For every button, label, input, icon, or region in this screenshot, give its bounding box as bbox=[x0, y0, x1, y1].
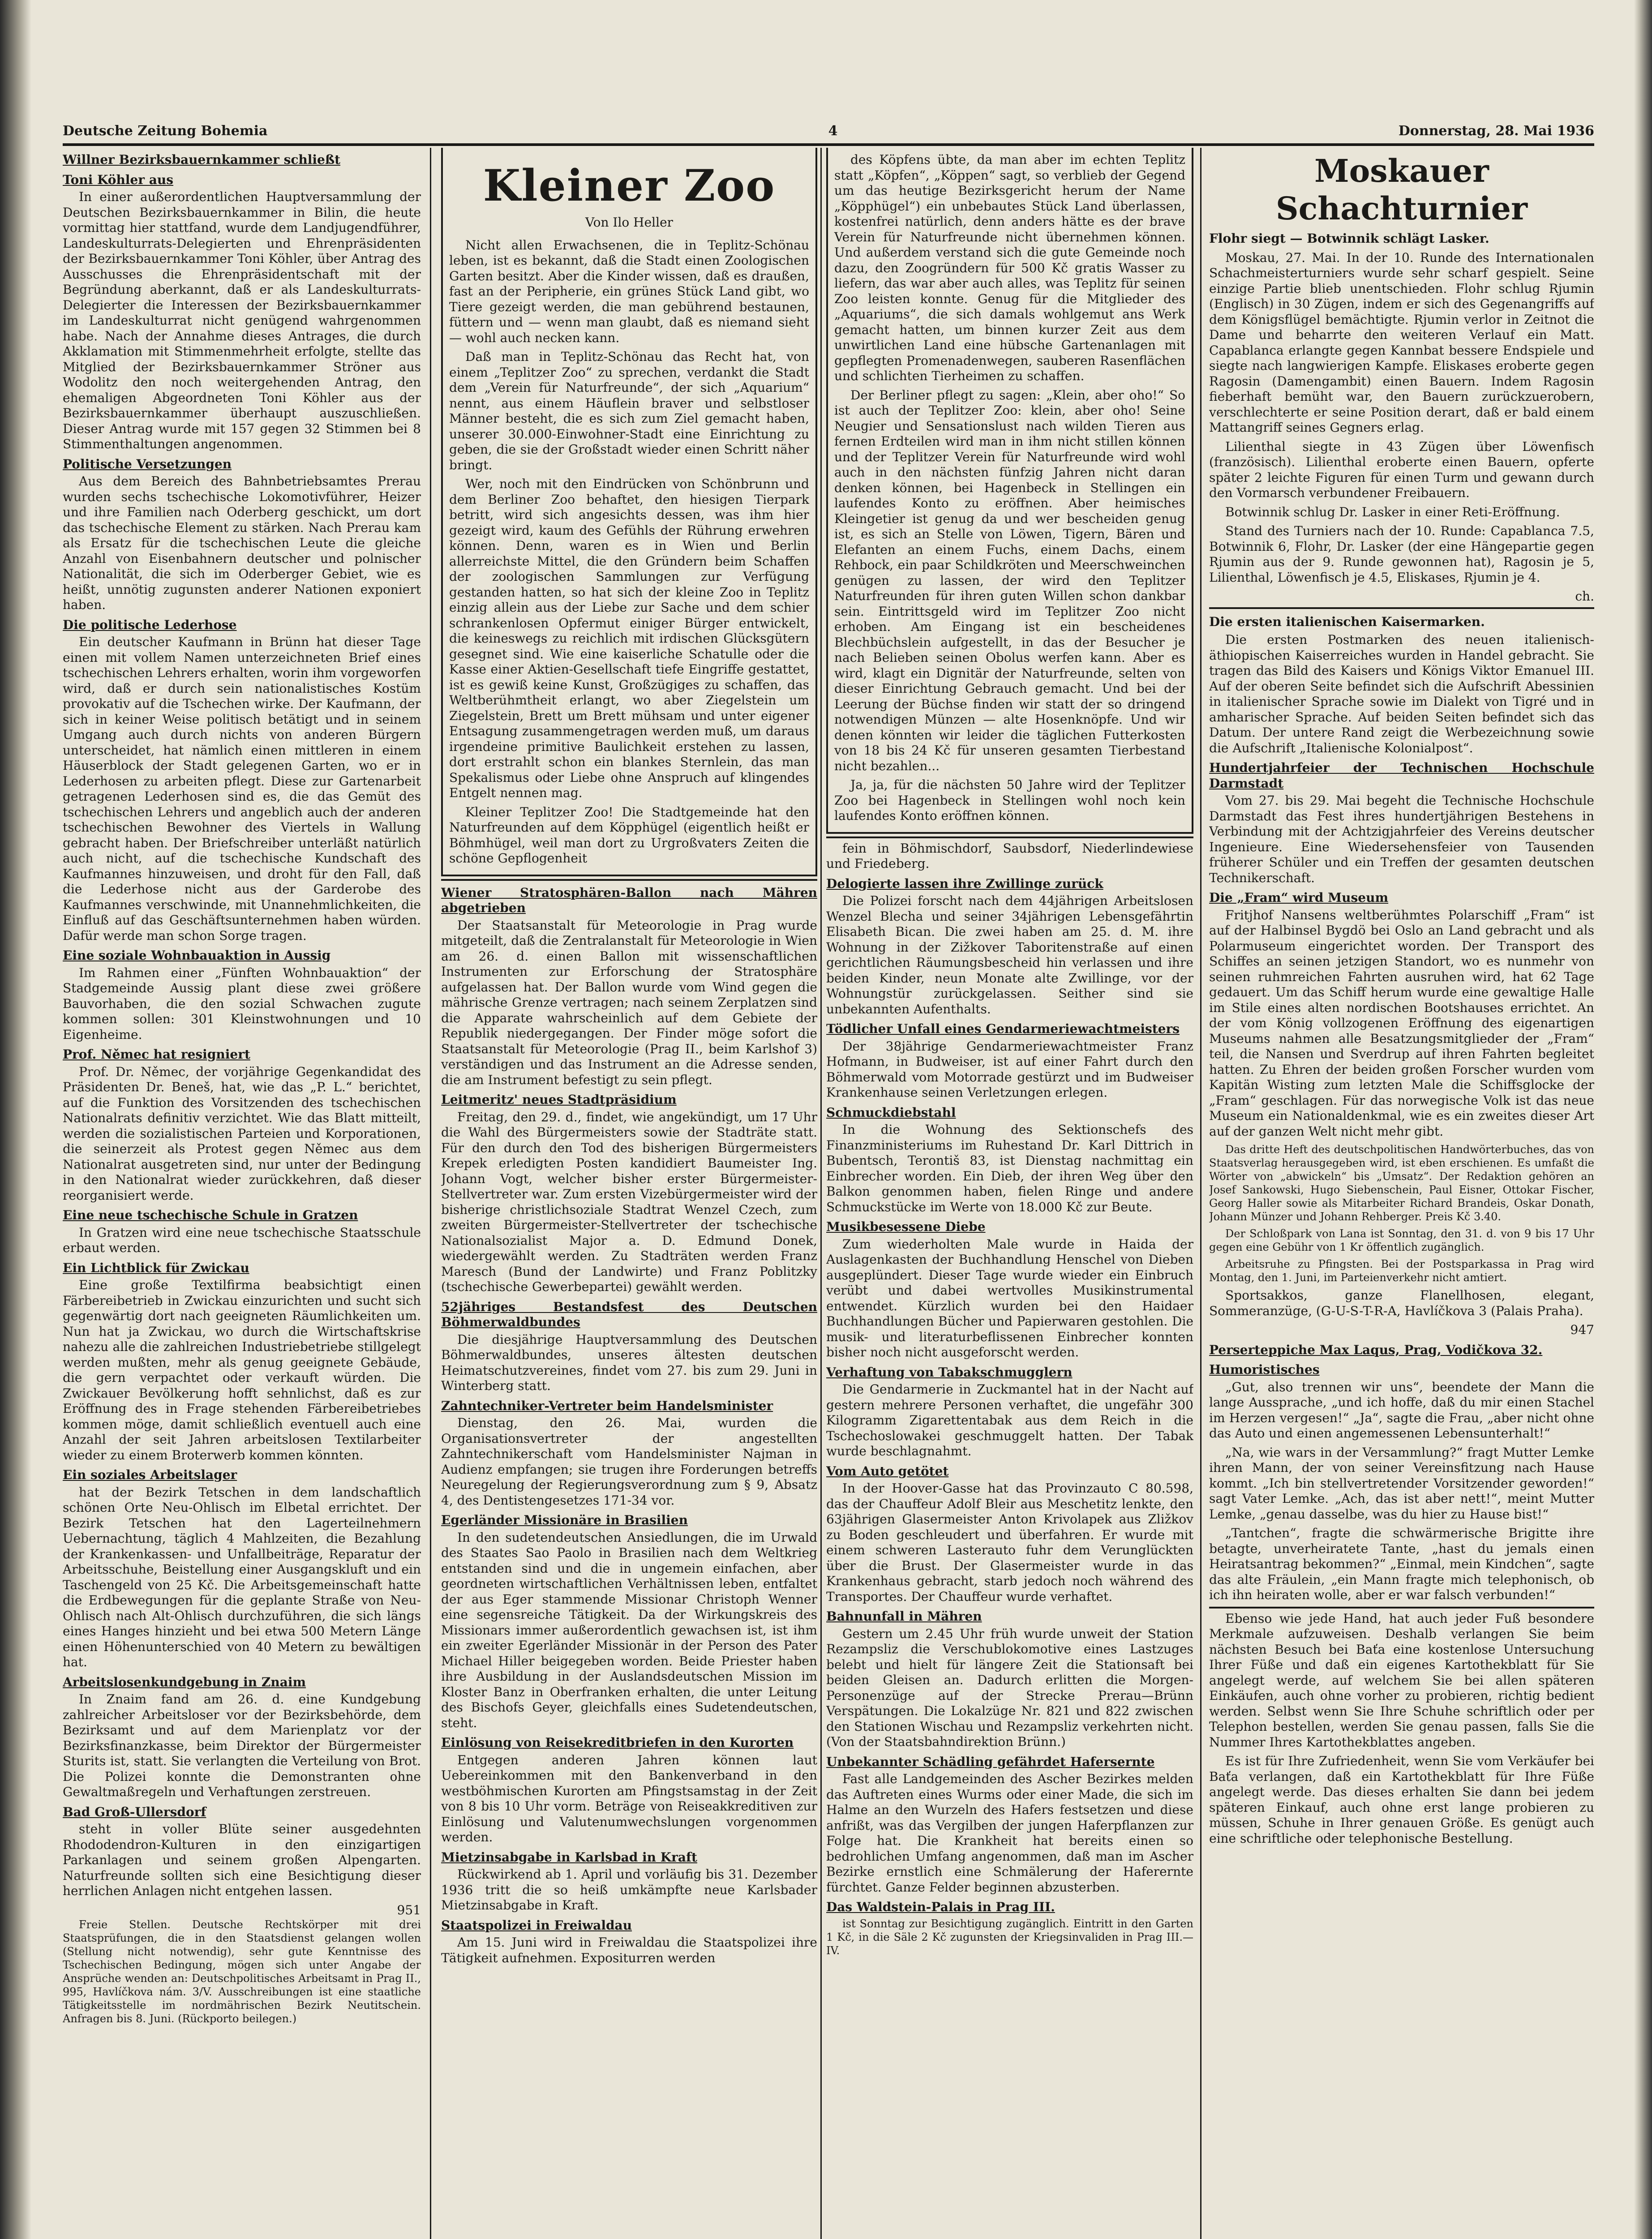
column-divider bbox=[820, 148, 822, 2239]
ad-text: Ebenso wie jede Hand, hat auch jeder Fuß besondere Merkmale aufzuweisen. Deshalb verlangen Sie beim nächsten Besuch bei Baťa eine kostenlose Untersuchung Ihrer Füße und daß ein eigenes Kartothekblatt für Sie angelegt werde, auf welchem Sie bei allen späteren Einkäufen, auch ohne vorher zu probieren, richtig bedient werden. Selbst wenn Sie Ihre Schuhe schriftlich oder per Telephon bestellen, werden Sie genau passen, falls Sie die Nummer Ihres Kartothekblattes angeben. bbox=[1209, 1611, 1594, 1750]
article-text: steht in voller Blüte seiner ausgedehnten Rhododendron-Kulturen in den einzigartigen Parkanlagen und seinem großen Alpengarten. Naturfreunde sollten sich eine Besichtigung dieser herrlichen Anlagen nicht entgehen lassen. bbox=[63, 1822, 421, 1898]
ad-text: Sportsakkos, ganze Flanellhosen, elegant, Sommeranzüge, (G-U-S-T-R-A, Havlíčkova 3 (Palais Praha). bbox=[1209, 1288, 1594, 1318]
ad-number: 947 bbox=[1570, 1322, 1594, 1337]
article-text: In der Hoover-Gasse hat das Provinzauto C 80.598, das der Chauffeur Adolf Bleir aus Meschetitz lenkte, den 63jährigen Glasermeister Anton Krivolapek aus Zližkov zu Boden geschleudert und überfahren. Er wurde mit einem schweren Lasterauto fuhr dem Verunglückten über die Brust. Der Glasermeister wurde in das Krankenhaus gebracht, starb jedoch noch während des Transportes. Der Chauffeur wurde verhaftet. bbox=[826, 1481, 1193, 1604]
headline: Einlösung von Reisekreditbriefen in den Kurorten bbox=[441, 1735, 794, 1750]
article-text: Nicht allen Erwachsenen, die in Teplitz-Schönau leben, ist es bekannt, daß die Stadt einen Zoologischen Garten besitzt. Aber die Kinder wissen, daß es draußen, fast an der Peripherie, ein grünes Stück Land gibt, wo Tiere gezeigt werden, die man gebührend bestaunen, füttern und — wenn man glaubt, daß es niemand sieht — wohl auch necken kann. bbox=[449, 237, 809, 345]
article-text: Moskau, 27. Mai. In der 10. Runde des Internationalen Schachmeisterturniers wurde sehr scharf gespielt. Seine einzige Partie blieb unentschieden. Flohr schlug Rjumin (Englisch) in 30 Zügen, indem er sich des Gegenangriffs auf dem Königsflügel bemächtigte. Rjumin verlor in Zeitnot die Dame und beharrte den weiteren Verlauf ein Matt. Capablanca erlangte gegen Kannbat bessere Endspiele und siegte nach langwierigen Kampfe. Eliskases eroberte gegen Ragosin (Damengambit) einen Bauern. Indem Ragosin fieberhaft bemüht war, den Bauern zurückzuerobern, verschlechterte er seine Position derart, daß er bald einem Mattangriff seines Gegners erlag. bbox=[1209, 250, 1594, 435]
article-text: Lilienthal siegte in 43 Zügen über Löwenfisch (französisch). Lilienthal eroberte einen Bauern, opferte später 2 leichte Figuren für einen Turm und gewann durch den Vormarsch verbundener Freibauern. bbox=[1209, 439, 1594, 500]
column-4 bbox=[1209, 148, 1594, 2239]
article-text: In den sudetendeutschen Ansiedlungen, die im Urwald des Staates Sao Paolo in Brasilien nach dem Weltkrieg entstanden sind und die in ungemein einfachen, aber geordneten wirtschaftlichen Verhältnissen leben, entfaltet der aus Eger stammende Missionar Christoph Wenner eine segensreiche Tätigkeit. Da der Wirkungskreis des Missionars immer außerordentlich gewachsen ist, ist ihm ein zweiter Egerländer Missionär in der Person des Pater Michael Hiller beigegeben worden. Beide Priester haben ihre Ausbildung in der Auslandsdeutschen Mission im Kloster Banz in Oberfranken erhalten, die unter Leitung des Bischofs Geyer, gleichfalls eines Sudetendeutschen, steht. bbox=[441, 1530, 817, 1730]
article-text: In Gratzen wird eine neue tschechische Staatsschule erbaut werden. bbox=[63, 1225, 421, 1255]
headline: Schmuckdiebstahl bbox=[826, 1105, 956, 1120]
headline: Musikbesessene Diebe bbox=[826, 1219, 986, 1234]
headline: 52jähriges Bestandsfest des Deutschen Böhmerwaldbundes bbox=[441, 1299, 817, 1330]
article-text: Stand des Turniers nach der 10. Runde: Capablanca 7.5, Botwinnik 6, Flohr, Dr. Lasker (der eine Hängepartie gegen Rjumin aus der 9. Runde gewonnen hat), Ragosin je 5, Lilienthal, Löwenfisch je 4.5, Eliskases, Rjumin je 4. bbox=[1209, 523, 1594, 585]
article-text: fein in Böhmischdorf, Saubsdorf, Niederlindewiese und Friedeberg. bbox=[826, 841, 1193, 871]
author-mark: ch. bbox=[1575, 589, 1594, 604]
section-rule bbox=[826, 836, 1193, 838]
headline: Eine soziale Wohnbauaktion in Aussig bbox=[63, 948, 331, 963]
feature-title: Moskauer Schachturnier bbox=[1276, 152, 1528, 227]
headline: Ein soziales Arbeitslager bbox=[63, 1467, 237, 1482]
section-rule bbox=[1209, 1607, 1594, 1608]
headline: Bad Groß-Ullersdorf bbox=[63, 1804, 206, 1819]
article-text: Freitag, den 29. d., findet, wie angekündigt, um 17 Uhr die Wahl des Bürgermeisters sowie der Stadträte statt. Für den durch den Tod des bisherigen Bürgermeisters Krepek erledigten Posten kandidiert Baumeister Ing. Johann Vogt, welcher bisher erster Bürgermeister-Stellvertreter war. Zum ersten Vizebürgermeister wird der bisherige christlichsoziale Stadtrat Wenzel Czech, zum zweiten Bürgermeister-Stellvertreter der tschechische Nationalsozialist Major a. D. Edmund Donek, wiedergewählt werden. Zu Stadträten werden Franz Maresch (Bund der Landwirte) und Franz Poblitzky (tschechische Gewerbepartei) gewählt werden. bbox=[441, 1109, 817, 1294]
article-text: Der 38jährige Gendarmeriewachtmeister Franz Hofmann, in Budweiser, ist auf einer Fahrt durch den Böhmerwald vom Motorrade gestürzt und im Budweiser Krankenhause seinen Verletzungen erlegen. bbox=[826, 1038, 1193, 1100]
column-3 bbox=[826, 148, 1193, 2239]
classified-ad: Freie Stellen. Deutsche Rechtskörper mit drei Staatsprüfungen, die in den Staatsdienst gelangen wollen (Stellung nicht notwendig), sehr gute Kenntnisse des Tschechischen Bedingung, mögen sich unter Angabe der Ansprüche wenden an: Deutschpolitisches Arbeitsamt in Prag II., 995, Havlíčkova nám. 3/V. Ausschreibungen ist eine staatliche Tätigkeitsstelle im nordmährischen Bezirk Neutitschein. Anfragen bis 8. Juni. (Rückporto beilegen.) bbox=[63, 1918, 421, 2025]
masthead bbox=[63, 112, 1594, 139]
headline: Ein Lichtblick für Zwickau bbox=[63, 1260, 249, 1275]
scan-edge-right bbox=[1634, 0, 1652, 2239]
article-text: Dienstag, den 26. Mai, wurden die Organisationsvertreter der angestellten Zahntechnikerschaft vom Handelsminister Najman in Audienz empfangen; sie trugen ihre Forderungen betreffs Neuregelung der Regierungsverordnung zum § 9, Absatz 4, des Dentistengesetzes 171-34 vor. bbox=[441, 1415, 817, 1508]
article-text: Fritjhof Nansens weltberühmtes Polarschiff „Fram“ ist auf der Halbinsel Bygdö bei Oslo an Land gebracht und als Polarmuseum eingerichtet worden. Der Transport des Schiffes an seinen jetzigen Standort, wo es nunmehr von seinen ruhmreichen Fahrten ausruhen wird, hat 62 Tage gedauert. Um das Schiff herum wurde eine gewaltige Halle im Stile eines alten nordischen Bootshauses errichtet. An der vom König vollzogenen Eröffnung des eigenartigen Museums nahmen alle Besatzungsmitglieder der „Fram“ teil, die Nansen und Sverdrup auf ihren Fahrten begleitet hatten. Zu Ehren der beiden großen Forscher wurden vom Kapitän Wisting zum letzten Male die Schiffsglocke der „Fram“ geschlagen. Für das norwegische Volk ist das neue Museum ein Nationaldenkmal, wie es ein zweites dieser Art auf der ganzen Welt nicht mehr gibt. bbox=[1209, 907, 1594, 1139]
headline: Humoristisches bbox=[1209, 1362, 1320, 1377]
article-text: Ja, ja, für die nächsten 50 Jahre wird der Teplitzer Zoo bei Hagenbeck in Stellingen wohl noch kein laufendes Konto eröffnen können. bbox=[834, 777, 1185, 823]
feature-title: Kleiner Zoo bbox=[483, 160, 776, 211]
article-text: Kleiner Teplitzer Zoo! Die Stadtgemeinde hat den Naturfreunden auf dem Köpphügel (eigentlich heißt er Böhmhügel, weil man dort zu Urgroßvaters Zeiten die schöne Gepflogenheit bbox=[449, 804, 809, 866]
headline: Mietzinsabgabe in Karlsbad in Kraft bbox=[441, 1849, 697, 1865]
article-text: Im Rahmen einer „Fünften Wohnbauaktion“ der Stadgemeinde Aussig plant diese zwei größere Bauvorhaben, die den sozial Schwachen zugute kommen sollen: 301 Kleinstwohnungen und 10 Eigenheime. bbox=[63, 965, 421, 1042]
headline: Die ersten italienischen Kaisermarken. bbox=[1209, 614, 1485, 629]
ad-text: Es ist für Ihre Zufriedenheit, wenn Sie vom Verkäufer bei Baťa verlangen, daß ein Kartothekblatt für Ihre Füße angelegt werde. Das dieses erhalten Sie dann bei jedem späteren Einkauf, auch ohne erst lange probieren zu müssen, Schuhe in Ihrer genauen Größe. Es genügt auch eine schriftliche oder telephonische Bestellung. bbox=[1209, 1754, 1594, 1846]
article-text: Der Staatsanstalt für Meteorologie in Prag wurde mitgeteilt, daß die Zentralanstalt für Meteorologie in Wien am 26. d. einen Ballon mit wissenschaftlichen Instrumenten zur Erforschung der Stratosphäre aufgelassen hat. Der Ballon wurde vom Wind gegen die mährische Grenze vertragen; nach seinem Zerplatzen sind die Apparate wahrscheinlich auf dem Gebiete der Republik niedergegangen. Der Finder möge sofort die Staatsanstalt für Meteorologie (Prag II., beim Karlshof 3) verständigen und das Instrument an die Adresse senden, die am Instrument befestigt zu sein pflegt. bbox=[441, 918, 817, 1087]
headline: Staatspolizei in Freiwaldau bbox=[441, 1917, 632, 1933]
headline: Toni Köhler aus bbox=[63, 172, 174, 187]
headline: Leitmeritz' neues Stadtpräsidium bbox=[441, 1092, 677, 1107]
article-text: Die Polizei forscht nach dem 44jährigen Arbeitslosen Wenzel Blecha und seiner 34jährigen Lebensgefährtin Elisabeth Bican. Die zwei haben am 25. d. M. ihre Wohnung in der Zižkover Taboritenstraße auf einen gerichtlichen Räumungsbescheid hin verlassen und ihre beiden Kinder, neun Monate alte Zwillinge, vor der Wohnungstür zurückgelassen. Seither sind sie unbekannten Aufenthalts. bbox=[826, 893, 1193, 1017]
masthead-date: Donnerstag, 28. Mai 1936 bbox=[1398, 123, 1594, 139]
ad-headline: Perserteppiche Max Laqus, Prag, Vodičkova 32. bbox=[1209, 1342, 1543, 1357]
headline: Politische Versetzungen bbox=[63, 456, 232, 472]
article-text: „Gut, also trennen wir uns“, beendete der Mann die lange Aussprache, „und ich hoffe, daß du mir einen Stachel im Herzen vergesen!“ „Ja“, sagte die Frau, „aber nicht ohne das Auto und einen angemessenen Lebensunterhalt!“ bbox=[1209, 1379, 1594, 1441]
headline: Eine neue tschechische Schule in Gratzen bbox=[63, 1208, 358, 1222]
article-text: In einer außerordentlichen Hauptversammlung der Deutschen Bezirksbauernkammer in Bilin, die heute vormittag hier stattfand, wurde dem Landjugendführer, Landeskulturrats-Delegierten und Ehrenpräsidenten der Bezirksbauernkammer Toni Köhler, über Antrag des Ausschusses die Ehrenpräsidentschaft mit der Begründung aberkannt, daß er als Landeskulturrats-Delegierter die Interessen der Bezirksbauernkammer im Landeskulturrat nicht genügend wahrgenommen habe. Nach der Annahme dieses Antrages, die durch Akklamation mit Stimmenmehrheit erfolgte, stellte das Mitglied der Bezirksbauernkammer Ströner aus Wodolitz den noch weitergehenden Antrag, den ehemaligen Abgeordneten Toni Köhler aus der Bezirksbauernkammer überhaupt auszuschließen. Dieser Antrag wurde mit 157 gegen 32 Stimmen bei 8 Stimmenthaltungen angenommen. bbox=[63, 189, 421, 451]
section-rule bbox=[1209, 607, 1594, 609]
feuilleton-box-continued bbox=[826, 148, 1193, 834]
article-text: Die ersten Postmarken des neuen italienisch-äthiopischen Kaiserreiches wurden in Handel gebracht. Sie tragen das Bild des Kaisers und Königs Viktor Emanuel III. Auf der oberen Seite befindet sich die Aufschrift Abessinien in italienischer Sprache sowie im Dialekt von Tigré und in amharischer Sprache. Auf beiden Seiten befindet sich das Datum. Der untere Rand zeigt die Werbezeichnung sowie die Aufschrift „Italienische Kolonialpost“. bbox=[1209, 632, 1594, 755]
notice-text: Das dritte Heft des deutschpolitischen Handwörterbuches, das von Staatsverlag herausgegeben wird, ist eben erschienen. Es umfaßt die Wörter von „abwickeln“ bis „Umsatz“. Der Redaktion gehören an Josef Sankowski, Hugo Siebenschein, Paul Eisner, Ottokar Fischer, Georg Haller sowie als Mitarbeiter Richard Brandeis, Oskar Donath, Johann Münzer und Johann Rehberger. Preis Kč 3.40. bbox=[1209, 1143, 1594, 1223]
headline: Die politische Lederhose bbox=[63, 617, 237, 632]
column-2 bbox=[441, 148, 817, 2239]
headline: Das Waldstein-Palais in Prag III. bbox=[826, 1900, 1055, 1914]
article-text: „Tantchen“, fragte die schwärmerische Brigitte ihre betagte, unverheiratete Tante, „hast du jemals einen Heiratsantrag bekommen?“ „Einmal, mein Kindchen“, sagte das alte Fräulein, „ein Mann fragte mich telephonisch, ob ich ihn heiraten wolle, aber er war falsch verbunden!“ bbox=[1209, 1526, 1594, 1602]
article-text: Zum wiederholten Male wurde in Haida der Auslagenkasten der Buchhandlung Henschel von Dieben ausgeplündert. Dieser Tage wurde wieder ein Einbruch verübt und dabei wertvolles Musikinstrumental entwendet. Kürzlich wurden bei den Haidaer Buchhandlungen Bücher und Papierwaren gestohlen. Die musik- und literaturbeflissenen Einbrecher konnten bisher noch nicht ausgeforscht werden. bbox=[826, 1236, 1193, 1360]
notice-text: Arbeitsruhe zu Pfingsten. Bei der Postsparkassa in Prag wird Montag, den 1. Juni, im Parteienverkehr nicht amtiert. bbox=[1209, 1258, 1594, 1284]
column-1 bbox=[63, 148, 421, 2239]
article-text: Der Berliner pflegt zu sagen: „Klein, aber oho!“ So ist auch der Teplitzer Zoo: klein, aber oho! Seine Neugier und Sensationslust nach wilden Tieren aus fernen Erdteilen wird man in ihm nicht stillen können und der Teplitzer Verein für Naturfreunde wird wohl auch in den nächsten fünfzig Jahren nicht daran denken können, bei Hagenbeck in Stellingen ein laufendes Konto zu eröffnen. Aber heimisches Kleingetier ist genug da und wer bescheiden genug ist, es sich an Stelle von Löwen, Tigern, Bären und Elefanten an einem Fuchs, einem Dachs, einem Rehbock, ein paar Schildkröten und Meerschweinchen genügen zu lassen, der wird den Teplitzer Naturfreunden für ihren guten Willen schon dankbar sein. Eintrittsgeld wird im Teplitzer Zoo nicht erhoben. Am Eingang ist ein bescheidenes Blechbüchslein aufgestellt, in das der Besucher je nach Belieben seinen Obolus werfen kann. Aber es wird, klagt ein Dignitär der Naturfreunde, selten von dieser Einrichtung Gebrauch gemacht. Und bei der Leerung der Büchse finden wir statt der so dringend notwendigen Münzen — alte Hosenknöpfe. Und wir denen könnten wir leider die täglichen Futterkosten von 18 bis 24 Kč für unseren gesamten Tierbestand nicht bezahlen... bbox=[834, 387, 1185, 773]
subheadline: Flohr siegt — Botwinnik schlägt Lasker. bbox=[1209, 231, 1489, 246]
article-text: hat der Bezirk Tetschen in dem landschaftlich schönen Orte Neu-Ohlisch im Elbetal errichtet. Der Bezirk Tetschen hat den Lagerteilnehmern Uebernachtung, täglich 4 Mahlzeiten, die Bezahlung der Krankenkassen- und Unfallbeiträge, Reparatur der Arbeitsschuhe, Beistellung einer Ausgangskluft und ein Taschengeld von 25 Kč. Die Arbeitsgemeinschaft hatte die Erdbewegungen für die geplante Straße von Neu-Ohlisch nach Alt-Ohlisch durchzuführen, die sich längs eines Hanges hinzieht und bei etwa 500 Metern Länge einen Höhenunterschied von 40 Metern zu bewältigen hat. bbox=[63, 1484, 421, 1669]
article-text: Am 15. Juni wird in Freiwaldau die Staatspolizei ihre Tätigkeit aufnehmen. Expositurren werden bbox=[441, 1935, 817, 1965]
feuilleton-box bbox=[441, 148, 817, 876]
headline: Willner Bezirksbauernkammer schließt bbox=[63, 152, 341, 167]
article-text: Botwinnik schlug Dr. Lasker in einer Reti-Eröffnung. bbox=[1225, 504, 1560, 519]
masthead-page-number: 4 bbox=[828, 123, 838, 139]
headline: Bahnunfall in Mähren bbox=[826, 1609, 982, 1624]
article-text: Vom 27. bis 29. Mai begeht die Technische Hochschule Darmstadt das Fest ihres hundertjährigen Bestehens in Verbindung mit der Achtzigjahrfeier des Vereins deutscher Ingenieure. Eine Wiedersehensfeier von Tausenden früherer Schüler und ein Treffen der gesamten deutschen Technikerschaft. bbox=[1209, 793, 1594, 885]
article-text: Ein deutscher Kaufmann in Brünn hat dieser Tage einen mit vollem Namen unterzeichneten Brief eines tschechischen Lehrers erhalten, worin ihm vorgeworfen wird, daß er durch sein nationalistisches Kostüm provokativ auf die Tschechen wirke. Der Kaufmann, der sich in keiner Weise politisch betätigt und in seinem Umgang auch durch nichts von anderen Bürgern unterscheidet, hat nämlich einen mittleren in einem Häuserblock der Stadt gelegenen Garten, wo er in Lederhosen zu arbeiten pflegt. Diese zur Gartenarbeit getragenen Lederhosen sind es, die das Gemüt des tschechischen Lehrers und angeblich auch der anderen tschechischen Bewohner des Viertels in Wallung gebracht haben. Der Briefschreiber unterläßt natürlich auch nicht, auf die tschechische Kundschaft des Kaufmannes hinzuweisen, und droht für den Fall, daß die Lederhose nicht aus der Garderobe des Kaufmannes verschwinde, mit Unannehmlichkeiten, die Einfluß auf das Geschäftsunternehmen haben würden. Dafür werde man schon Sorge tragen. bbox=[63, 635, 421, 943]
byline: Von Ilo Heller bbox=[585, 215, 674, 230]
scan-edge-left bbox=[0, 0, 31, 2239]
notice-text: Der Schloßpark von Lana ist Sonntag, den 31. d. von 9 bis 17 Uhr gegen eine Gebühr von 1 Kr öffentlich zugänglich. bbox=[1209, 1227, 1594, 1253]
headline: Egerländer Missionäre in Brasilien bbox=[441, 1513, 688, 1527]
section-rule bbox=[441, 879, 817, 881]
article-text: Prof. Dr. Němec, der vorjährige Gegenkandidat des Präsidenten Dr. Beneš, hat, wie das „P. L.“ berichtet, auf die Funktion des Vorsitzenden des tschechischen Nationalrats definitiv verzichtet. Wie das Blatt mitteilt, werden die sozialistischen Parteien und Korporationen, die seinerzeit als Protest gegen Němec aus dem Nationalrat ausgetreten sind, nur unter der Bedingung in den Nationalrat wieder zurückkehren, daß dieser reorganisiert werde. bbox=[63, 1064, 421, 1203]
headline: Tödlicher Unfall eines Gendarmeriewachtmeisters bbox=[826, 1021, 1180, 1036]
article-text: Rückwirkend ab 1. April und vorläufig bis 31. Dezember 1936 tritt die so heiß umkämpfte neue Karlsbader Mietzinsabgabe in Kraft. bbox=[441, 1867, 817, 1913]
article-text: Die diesjährige Hauptversammlung des Deutschen Böhmerwaldbundes, unseres ältesten deutschen Heimatschutzvereines, findet vom 27. bis zum 29. Juni in Winterberg statt. bbox=[441, 1332, 817, 1393]
article-text: Entgegen anderen Jahren können laut Uebereinkommen mit den Bankenverband in den westböhmischen Kurorten am Pfingstsamstag in der Zeit von 8 bis 10 Uhr vorm. Beträge von Reiseakkreditiven zur Einlösung und Valutenumwechslungen vorgenommen werden. bbox=[441, 1752, 817, 1844]
top-rule bbox=[63, 143, 1594, 146]
article-text: Aus dem Bereich des Bahnbetriebsamtes Prerau wurden sechs tschechische Lokomotivführer, Heizer und ihre Familien nach Oderberg geschickt, um dort das tschechische Element zu stärken. Nach Prerau kam als Ersatz für die tschechischen Leute die gleiche Anzahl von Eisenbahnern deutscher und polnischer Nationalität, die sich im Oderberger Gebiet, wie es heißt, unnötig zugunsten anderer Nationen exponiert haben. bbox=[63, 474, 421, 612]
article-text: Daß man in Teplitz-Schönau das Recht hat, von einem „Teplitzer Zoo“ zu sprechen, verdankt die Stadt dem „Verein für Naturfreunde“, der sich „Aquarium“ nennt, aus einem Häuflein braver und selbstloser Männer besteht, die es sich zum Ziel gemacht haben, unserer 30.000-Einwohner-Stadt eine Einrichtung zu geben, die sie der Großstadt wieder einen Schritt näher bringt. bbox=[449, 349, 809, 472]
article-text: Die Gendarmerie in Zuckmantel hat in der Nacht auf gestern mehrere Personen verhaftet, die ungefähr 300 Kilogramm Zigarettentabak aus dem Reich in die Tschechoslowakei geschmuggelt hatten. Der Tabak wurde beschlagnahmt. bbox=[826, 1382, 1193, 1458]
article-text: des Köpfens übte, da man aber im echten Teplitz statt „Köpfen“, „Köppen“ sagt, so verblieb der Gegend um das heutige Bezirksgericht herum der Name „Köpphügel“) ein unbebautes Stück Land überlassen, kostenfrei natürlich, denn anders hätte es der brave Verein für Naturfreunde nicht übernehmen können. Und außerdem verstand sich die gute Gemeinde noch dazu, den Zoogründern für 500 Kč gratis Wasser zu liefern, das war aber auch alles, was Teplitz für seinen Zoo leisten konnte. Genug für die Mitglieder des „Aquariums“, die sich damals wohlgemut ans Werk gemacht hatten, um binnen kurzer Zeit aus dem unwirtlichen Land eine hübsche Gartenanlagen mit gepflegten Promenadenwegen, sauberen Rasenflächen und schlichten Tierheimen zu schaffen. bbox=[834, 152, 1185, 383]
headline: Delogierte lassen ihre Zwillinge zurück bbox=[826, 876, 1103, 891]
headline: Hundertjahrfeier der Technischen Hochschule Darmstadt bbox=[1209, 760, 1594, 791]
masthead-paper-name: Deutsche Zeitung Bohemia bbox=[63, 123, 268, 139]
article-text: ist Sonntag zur Besichtigung zugänglich. Eintritt in den Garten 1 Kč, in die Säle 2 Kč zugunsten der Kriegsinvaliden in Prag III.—IV. bbox=[826, 1917, 1193, 1957]
headline: Zahntechniker-Vertreter beim Handelsminister bbox=[441, 1398, 773, 1413]
article-text: Eine große Textilfirma beabsichtigt einen Färbereibetrieb in Zwickau einzurichten und sucht sich gegenwärtig dort nach geeigneten Räumlichkeiten um. Nun hat ja Zwickau, wo durch die Wirtschaftskrise nahezu alle die zahlreichen Industriebetriebe stillgelegt werden mußten, mehr als genug geeignete Gebäude, die gern verpachtet oder verkauft würden. Die Zwickauer Bevölkerung hofft sehnlichst, daß es zur Eröffnung des in Frage stehenden Färbereibetriebes kommen möge, damit schließlich eventuell auch eine Anzahl der seit Jahren arbeitslosen Textilarbeiter wieder zu einem Broterwerb kommen könnten. bbox=[63, 1278, 421, 1463]
article-text: Gestern um 2.45 Uhr früh wurde unweit der Station Rezampsliz die Verschublokomotive eines Lastzuges belebt und hielt für längere Zeit die Stationsaft bei beiden Gleisen an. Dadurch erlitten die Morgen-Personenzüge auf der Strecke Prerau—Brünn Verspätungen. Die Lokalzüge Nr. 821 und 822 zwischen den Stationen Wischau und Rezampsliz verkehrten nicht. (Von der Staatsbahndirektion Brünn.) bbox=[826, 1626, 1193, 1749]
headline: Wiener Stratosphären-Ballon nach Mähren abgetrieben bbox=[441, 885, 817, 915]
ad-number: 951 bbox=[397, 1902, 421, 1917]
headline: Unbekannter Schädling gefährdet Hafersernte bbox=[826, 1754, 1155, 1769]
article-text: Wer, noch mit den Eindrücken von Schönbrunn und dem Berliner Zoo behaftet, den hiesigen Tierpark betritt, wird sich angesichts dessen, was ihm hier gezeigt wird, kaum des Gefühls der Rührung erwehren können. Denn, waren es in Wien und Berlin allerreichste Mittel, die den Gründern beim Schaffen der zoologischen Sammlungen zur Verfügung gestanden hatten, so hat sich der kleine Zoo in Teplitz einzig allein aus der Liebe zur Sache und dem schier schrankenlosen Opfermut einiger Bürger entwickelt, die keineswegs zu reichlich mit irdischen Glücksgütern gesegnet sind. Wie eine kaiserliche Schatulle oder die Kasse einer Aktien-Gesellschaft tiefe Eingriffe gestattet, ist es gewiß keine Kunst, Großzügiges zu schaffen, das Weltberühmtheit erlangt, wo aber Ziegelstein um Ziegelstein, Brett um Brett mühsam und unter eigener Entsagung zusammengetragen werden muß, um daraus irgendeine primitive Baulichkeit erstehen zu lassen, dort erstrahlt schon ein blankes Sternlein, das man Spekalismus oder Liebe ohne Anspruch auf klingendes Entgelt nennen mag. bbox=[449, 476, 809, 800]
headline: Vom Auto getötet bbox=[826, 1463, 949, 1479]
headline: Prof. Němec hat resigniert bbox=[63, 1047, 250, 1062]
article-text: Fast alle Landgemeinden des Ascher Bezirkes melden das Auftreten eines Wurms oder einer Made, die sich im Halme an den Wurzeln des Hafers festsetzen und diese anfrißt, was das Vergilben der jungen Haferpflanzen zur Folge hat. Die Krankheit hat bereits einen so bedrohlichen Umfang angenommen, daß man im Ascher Bezirke ernstlich eine Schmälerung der Haferernte fürchtet. Ganze Felder beginnen abzusterben. bbox=[826, 1771, 1193, 1895]
column-divider bbox=[1200, 148, 1201, 2239]
headline: Die „Fram“ wird Museum bbox=[1209, 890, 1389, 905]
article-text: „Na, wie wars in der Versammlung?“ fragt Mutter Lemke ihren Mann, der von seiner Vereinsfitzung nach Hause kommt. „Ich bin stellvertretender Vorsitzender geworden!“ sagt Vater Lemke. „Ach, das ist aber nett!“, meint Mutter Lemke, „genau dasselbe, was du hier zu Hause bist!“ bbox=[1209, 1445, 1594, 1522]
headline: Verhaftung von Tabakschmugglern bbox=[826, 1364, 1073, 1380]
article-text: In die Wohnung des Sektionschefs des Finanzministeriums im Ruhestand Dr. Karl Dittrich in Bubentsch, Terontiš 83, ist Dienstag nachmittag ein Einbrecher worden. Ein Dieb, der ihren Weg über den Balkon genommen haben, fielen Ringe und andere Schmuckstücke im Werte von 18.000 Kč zur Beute. bbox=[826, 1122, 1193, 1214]
column-divider bbox=[430, 148, 431, 2239]
article-text: In Znaim fand am 26. d. eine Kundgebung zahlreicher Arbeitsloser vor der Bezirksbehörde, dem Bezirksamt und auf dem Marienplatz vor der Bezirksfinanzkasse, beim Direktor der Bürgermeister Sturits ist, statt. Sie verlangten die Verteilung von Brot. Die Polizei konnte die Demonstranten ohne Gewaltmaßregeln und Verhaftungen zerstreuen. bbox=[63, 1692, 421, 1799]
headline: Arbeitslosenkundgebung in Znaim bbox=[63, 1674, 306, 1690]
